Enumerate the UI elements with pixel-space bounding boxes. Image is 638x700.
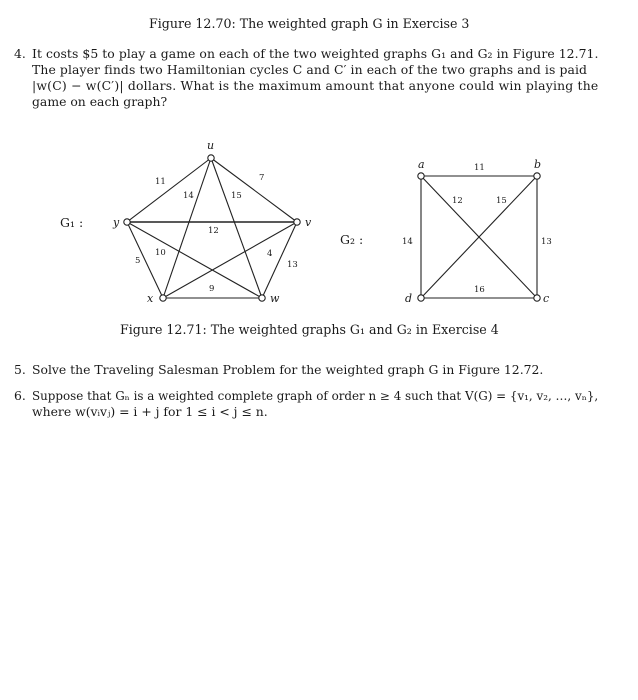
- g1-vertex-v: [294, 219, 300, 225]
- g1-label-y: y: [113, 216, 120, 229]
- g2-vertex-c: [534, 295, 540, 301]
- g2-label-c: c: [543, 292, 550, 305]
- exercise-5-number: 5.: [14, 362, 26, 377]
- figure-12-71: [0, 0, 638, 340]
- g1-vertex-u: [208, 155, 214, 161]
- g2-label-a: a: [418, 158, 425, 171]
- g1-label-v: v: [305, 216, 312, 229]
- g1-weight-xw: 9: [209, 284, 215, 294]
- g2-label-b: b: [534, 158, 542, 171]
- exercise-6-line-1: Suppose that Gₙ is a weighted complete graph of order n ≥ 4 such that V(G) = {v₁, v₂, …, vₙ},: [32, 389, 599, 403]
- g1-edge-xv: [163, 222, 297, 298]
- exercise-4-line-2: The player finds two Hamiltonian cycles C and C′ in each of the two graphs and is paid: [32, 62, 588, 77]
- g1-edge-uv: [211, 158, 297, 222]
- exercise-6-number: 6.: [14, 388, 26, 403]
- g1-edge-yw: [127, 222, 262, 298]
- g1-weight-vw: 4: [267, 249, 273, 259]
- g1-weight-yv: 12: [208, 226, 219, 236]
- g2-weight-ab: 11: [474, 163, 485, 173]
- g2-weight-dc: 16: [474, 285, 485, 295]
- exercise-6-line-2: where w(vᵢvⱼ) = i + j for 1 ≤ i < j ≤ n.: [32, 404, 268, 419]
- g1-vertex-y: [124, 219, 130, 225]
- g1-vertex-x: [160, 295, 166, 301]
- g1-weight-yw: 10: [155, 248, 166, 258]
- g2-weight-ad: 14: [402, 237, 413, 247]
- g2-title: G₂ :: [340, 232, 364, 247]
- exercise-4-number: 4.: [14, 46, 26, 61]
- exercise-5-text: Solve the Traveling Salesman Problem for the weighted graph G in Figure 12.72.: [32, 362, 544, 377]
- g1-weight-uy: 11: [155, 177, 166, 187]
- g2-weight-bc: 13: [541, 237, 552, 247]
- exercise-4-line-3: |w(C) − w(C′)| dollars. What is the maximum amount that anyone could win playing the: [32, 78, 599, 93]
- g2-label-d: d: [405, 292, 413, 305]
- g1-edge-uy: [127, 158, 211, 222]
- g1-weight-xv: 13: [287, 260, 298, 270]
- exercise-4-line-4: game on each graph?: [32, 94, 168, 109]
- g1-label-u: u: [207, 139, 215, 152]
- graph-g2: [418, 173, 540, 301]
- g1-weight-yx: 5: [135, 256, 141, 266]
- g1-edge-ux: [163, 158, 211, 298]
- g1-vertex-w: [259, 295, 265, 301]
- g1-label-x: x: [147, 292, 154, 305]
- g2-weight-ac: 12: [452, 196, 463, 206]
- g2-vertex-d: [418, 295, 424, 301]
- figure-12-70-caption: Figure 12.70: The weighted graph G in Exercise 3: [149, 16, 470, 31]
- g1-weight-uv: 7: [259, 173, 265, 183]
- g1-label-w: w: [270, 292, 280, 305]
- exercise-4-line-1: It costs $5 to play a game on each of the two weighted graphs G₁ and G₂ in Figure 12.71.: [32, 46, 599, 61]
- g2-weight-bd: 15: [496, 196, 507, 206]
- g1-edge-yx: [127, 222, 163, 298]
- g1-weight-uw: 15: [231, 191, 242, 201]
- g2-vertex-a: [418, 173, 424, 179]
- g1-weight-ux: 14: [183, 191, 194, 201]
- figure-12-71-caption: Figure 12.71: The weighted graphs G₁ and G₂ in Exercise 4: [120, 322, 499, 337]
- g2-vertex-b: [534, 173, 540, 179]
- g1-title: G₁ :: [60, 215, 84, 230]
